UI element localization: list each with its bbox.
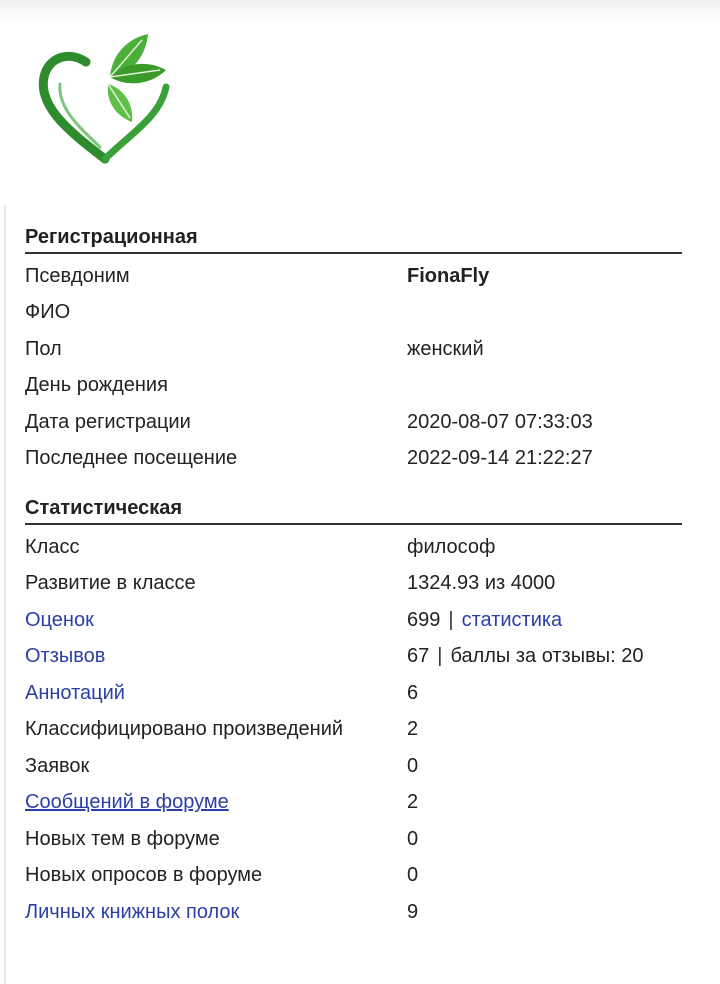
row-nickname bbox=[25, 258, 682, 295]
row-gender bbox=[25, 331, 682, 368]
left-border bbox=[4, 205, 6, 984]
requests-label: Заявок bbox=[25, 754, 90, 777]
separator: | bbox=[448, 608, 454, 631]
forum-topics-label: Новых тем в форуме bbox=[25, 827, 220, 850]
last-visit-value: 2022-09-14 21:22:27 bbox=[407, 447, 593, 470]
row-class bbox=[25, 529, 682, 566]
full-name-label: ФИО bbox=[25, 301, 71, 324]
row-full-name bbox=[25, 295, 682, 332]
row-forum-topics bbox=[25, 821, 682, 858]
row-forum-polls bbox=[25, 858, 682, 895]
reviews-value: 67 bbox=[407, 645, 430, 668]
row-registration-date bbox=[25, 404, 682, 441]
gender-value: женский bbox=[407, 337, 484, 360]
section-divider bbox=[25, 252, 682, 254]
section-gap bbox=[25, 477, 682, 493]
gender-label: Пол bbox=[25, 337, 62, 360]
profile-info bbox=[25, 222, 682, 931]
row-requests bbox=[25, 748, 682, 785]
annotations-value: 6 bbox=[407, 681, 419, 704]
forum-polls-value: 0 bbox=[407, 864, 419, 887]
forum-polls-label: Новых опросов в форуме bbox=[25, 864, 263, 887]
separator: | bbox=[437, 645, 443, 668]
row-ratings bbox=[25, 602, 682, 639]
section-title-statistics: Статистическая bbox=[25, 497, 183, 519]
class-progress-value: 1324.93 из 4000 bbox=[407, 572, 556, 595]
forum-topics-value: 0 bbox=[407, 827, 419, 850]
row-class-progress bbox=[25, 566, 682, 603]
section-title-registration: Регистрационная bbox=[25, 226, 198, 248]
annotations-link[interactable]: Аннотаций bbox=[25, 681, 125, 704]
row-annotations bbox=[25, 675, 682, 712]
review-points: баллы за отзывы: 20 bbox=[450, 645, 644, 668]
class-value: философ bbox=[407, 535, 496, 558]
forum-messages-value: 2 bbox=[407, 791, 419, 814]
bookshelves-link[interactable]: Личных книжных полок bbox=[25, 900, 240, 923]
site-logo[interactable] bbox=[30, 22, 180, 172]
row-classified-works bbox=[25, 712, 682, 749]
row-bookshelves bbox=[25, 894, 682, 931]
section-divider bbox=[25, 523, 682, 525]
statistics-link[interactable]: статистика bbox=[461, 608, 563, 631]
last-visit-label: Последнее посещение bbox=[25, 447, 238, 470]
row-forum-messages bbox=[25, 785, 682, 822]
row-reviews bbox=[25, 639, 682, 676]
reviews-link[interactable]: Отзывов bbox=[25, 645, 106, 668]
classified-works-value: 2 bbox=[407, 718, 419, 741]
ratings-value: 699 bbox=[407, 608, 441, 631]
classified-works-label: Классифицировано произведений bbox=[25, 718, 344, 741]
nickname-label: Псевдоним bbox=[25, 264, 130, 287]
top-bar bbox=[0, 0, 720, 22]
birthday-label: День рождения bbox=[25, 374, 168, 397]
ratings-link[interactable]: Оценок bbox=[25, 608, 94, 631]
class-progress-label: Развитие в классе bbox=[25, 572, 196, 595]
heart-leaf-logo-icon bbox=[30, 22, 180, 172]
forum-messages-link[interactable]: Сообщений в форуме bbox=[25, 791, 229, 814]
row-last-visit bbox=[25, 441, 682, 478]
nickname-value: FionaFly bbox=[407, 264, 490, 287]
row-birthday bbox=[25, 368, 682, 405]
requests-value: 0 bbox=[407, 754, 419, 777]
registration-date-label: Дата регистрации bbox=[25, 410, 191, 433]
class-label: Класс bbox=[25, 535, 80, 558]
registration-date-value: 2020-08-07 07:33:03 bbox=[407, 410, 593, 433]
bookshelves-value: 9 bbox=[407, 900, 419, 923]
